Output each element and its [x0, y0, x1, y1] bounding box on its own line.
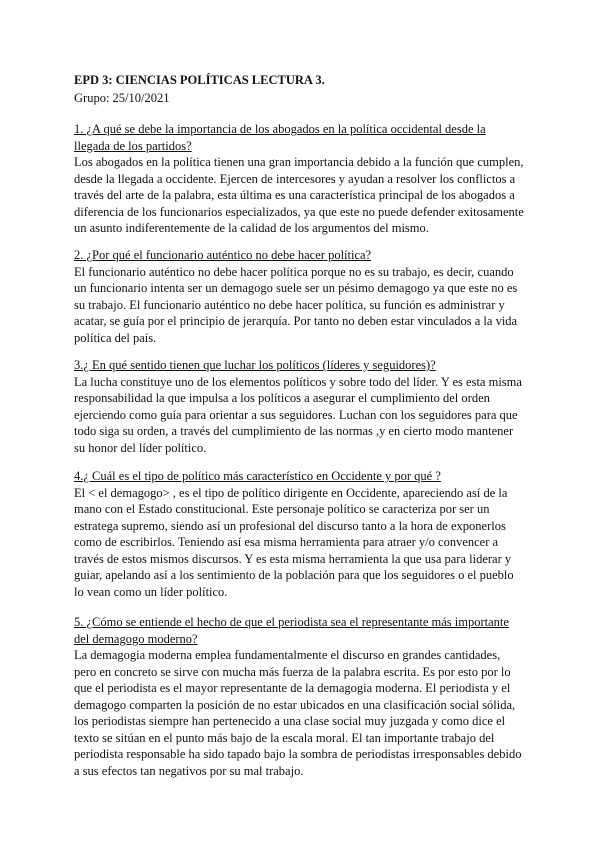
question-4: 4.¿ Cuál es el tipo de político más característico en Occidente y por qué ? [74, 469, 441, 483]
answer-2: El funcionario auténtico no debe hacer política porque no es su trabajo, es decir, cuando un funcionario intenta ser un demagogo suele ser un pésimo demagogo ya que este no es su trabajo. El funcionario auténtico no debe hacer política, su función es administrar y acatar, se guía por el principio de jerarquía. Por tanto no deben estar vinculados a la vida política del país. [74, 264, 518, 345]
document-title: EPD 3: CIENCIAS POLÍTICAS LECTURA 3. [74, 73, 325, 87]
question-1: 1. ¿A qué se debe la importancia de los abogados en la política occidental desde la llegada de los partidos? [74, 122, 486, 153]
answer-1: Los abogados en la política tienen una gran importancia debido a la función que cumplen, desde la llegada a occidente. Ejercen de intercesores y ayudan a resolver los conflictos a través del arte de la palabra, esta última es una característica principal de los abogados a diferencia de los funcionarios especializados, ya que este no puede defender exitosamente un asunto indiferentemente de la calidad de los argumentos del mismo. [74, 155, 524, 235]
section-5 [74, 614, 524, 779]
section-4 [74, 468, 524, 600]
answer-4: El < el demagogo> , es el tipo de político dirigente en Occidente, apareciendo así de la mano con el Estado constitucional. Este personaje político se caracteriza por ser un estratega supremo, siendo así un profesional del discurso tanto a la hora de exponerlos como de escribirlos. Teniendo así esa misma herramienta para atraer y/o convencer a través de estos mismos discursos. Y es esta misma herramienta la que usa para liderar y guiar, apelando así a los sentimiento de la población para que los seguidores o el pueblo lo vean como un líder político. [74, 485, 514, 599]
question-5: 5. ¿Cómo se entiende el hecho de que el periodista sea el representante más importante del demagogo moderno? [74, 615, 509, 646]
section-3 [74, 357, 524, 456]
section-1 [74, 121, 524, 237]
document-group-date: Grupo: 25/10/2021 [74, 91, 170, 105]
question-3: 3.¿ En qué sentido tienen que luchar los políticos (líderes y seguidores)? [74, 358, 436, 372]
answer-3: La lucha constituye uno de los elementos políticos y sobre todo del líder. Y es esta misma responsabilidad la que impulsa a los políticos a asegurar el cumplimiento del orden ejerciendo como guía para orientar a sus seguidores. Luchan con los seguidores para que todo siga su orden, a través del cumplimiento de las normas ,y en cierto modo mantener su honor del líder político. [74, 374, 522, 455]
section-2 [74, 247, 524, 346]
question-2: 2. ¿Por qué el funcionario auténtico no debe hacer política? [74, 248, 372, 262]
answer-5: La demagogia moderna emplea fundamentalmente el discurso en grandes cantidades, pero en concreto se sirve con mucha más fuerza de la palabra escrita. Es por esto por lo que el periodista es el mayor representante de la demagogia moderna. El periodista y el demagogo comparten la posición de no estar ubicados en una clasificación social sólida, los periodistas siempre han pertenecido a una clase social muy juzgada y como dice el texto se sitúan en el punto más bajo de la escala moral. El tan importante trabajo del periodista responsable ha sido tapado bajo la sombra de periodistas irresponsables debido a sus efectos tan negativos por su mal trabajo. [74, 648, 522, 778]
